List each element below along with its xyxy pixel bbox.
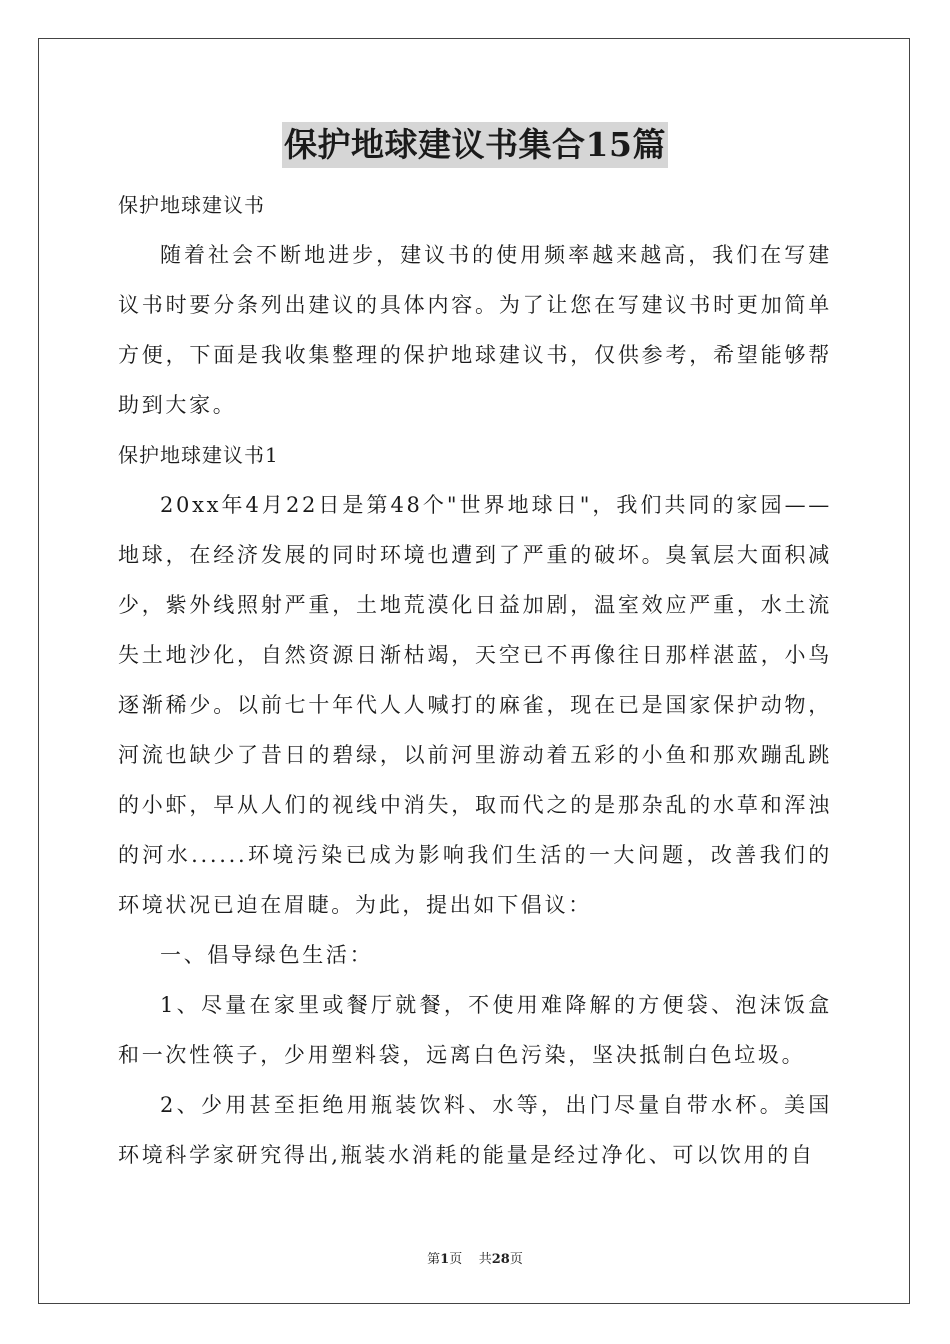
footer-page-prefix: 第: [427, 1252, 441, 1267]
list-item-paragraph: 1、尽量在家里或餐厅就餐，不使用难降解的方便袋、泡沫饭盒和一次性筷子，少用塑料袋，远离白色污染，坚决抵制白色垃圾。: [118, 993, 832, 1067]
footer-total-pages: 28: [491, 1252, 510, 1267]
footer-total-prefix: 共: [478, 1252, 492, 1267]
page-footer: [0, 1248, 950, 1267]
section-heading: 保护地球建议书1: [118, 443, 279, 467]
footer-total-suffix: 页: [509, 1252, 523, 1267]
document-title: 保护地球建议书集合15篇: [282, 122, 668, 168]
list-item-paragraph: 2、少用甚至拒绝用瓶装饮料、水等，出门尽量自带水杯。美国环境科学家研究得出,瓶装水消耗的能量是经过净化、可以饮用的自: [118, 1093, 832, 1167]
document-body: [118, 180, 832, 1180]
footer-page-suffix: 页: [449, 1252, 463, 1267]
section-heading: 保护地球建议书: [118, 193, 265, 217]
subsection-heading: 一、倡导绿色生活：: [160, 943, 374, 967]
title-container: [0, 122, 950, 168]
footer-page-number: 1: [440, 1252, 450, 1267]
intro-paragraph: 随着社会不断地进步，建议书的使用频率越来越高，我们在写建议书时要分条列出建议的具体内容。为了让您在写建议书时更加简单方便，下面是我收集整理的保护地球建议书，仅供参考，希望能够帮助到大家。: [118, 243, 832, 417]
body-paragraph: 20xx年4月22日是第48个"世界地球日"，我们共同的家园——地球，在经济发展的同时环境也遭到了严重的破坏。臭氧层大面积减少，紫外线照射严重，土地荒漠化日益加剧，温室效应严重，水土流失土地沙化，自然资源日渐枯竭，天空已不再像往日那样湛蓝，小鸟逐渐稀少。以前七十年代人人喊打的麻雀，现在已是国家保护动物，河流也缺少了昔日的碧绿，以前河里游动着五彩的小鱼和那欢蹦乱跳的小虾，早从人们的视线中消失，取而代之的是那杂乱的水草和浑浊的河水......环境污染已成为影响我们生活的一大问题，改善我们的环境状况已迫在眉睫。为此，提出如下倡议：: [118, 493, 832, 917]
